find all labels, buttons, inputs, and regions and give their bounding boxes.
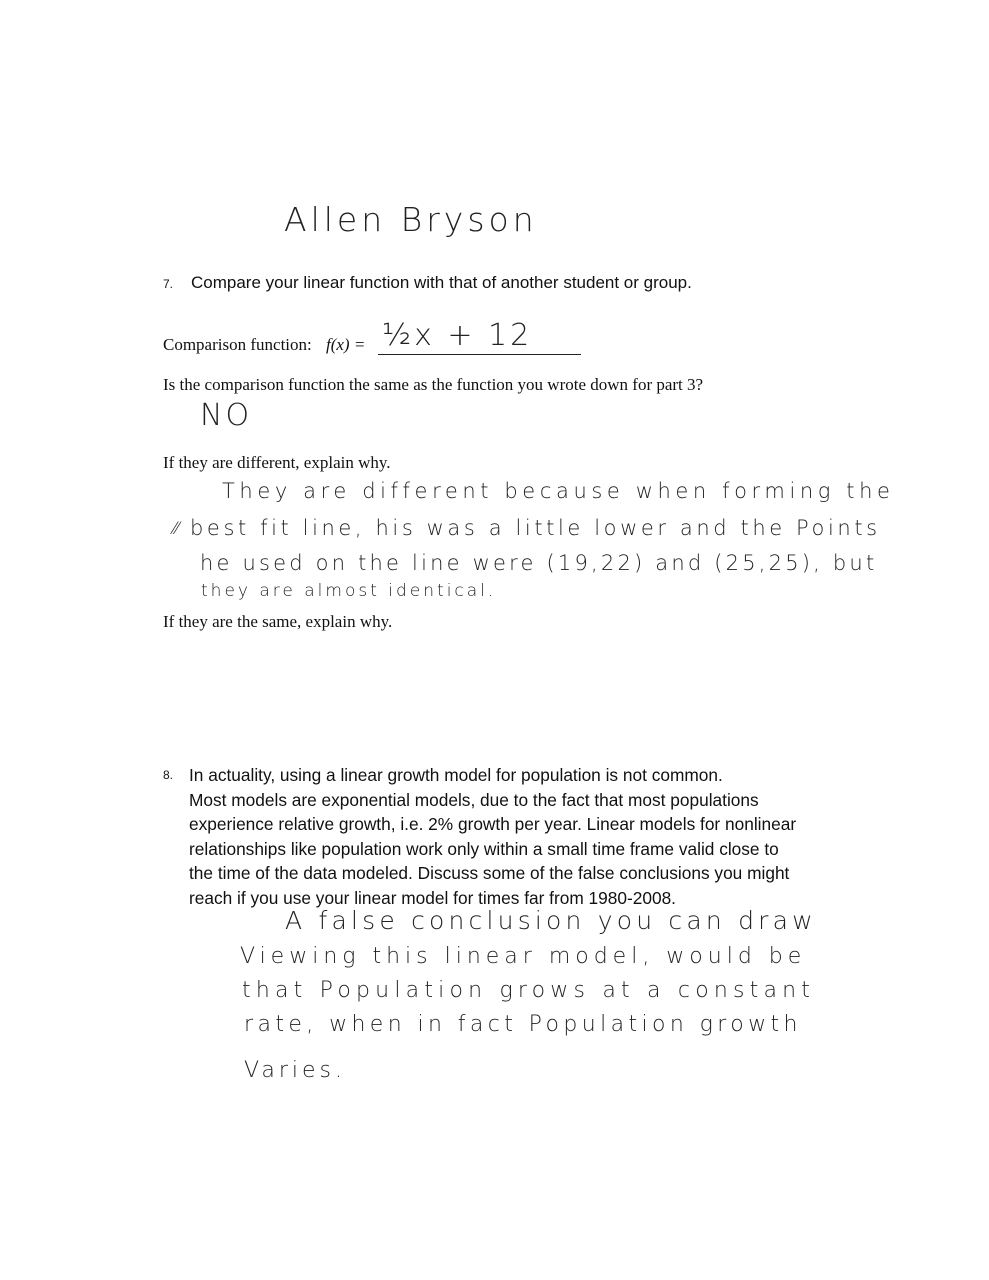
- q8-prompt-line-2: Most models are exponential models, due to the fact that most populations: [189, 789, 759, 810]
- different-label: If they are different, explain why.: [163, 453, 391, 472]
- student-name: Allen Bryson: [284, 200, 538, 239]
- q8-prompt-line-3: experience relative growth, i.e. 2% growth per year. Linear models for nonlinear: [189, 814, 797, 834]
- q8-answer-line-3: that Population grows at a constant: [242, 978, 816, 1003]
- different-answer-line-4: they are almost identical.: [201, 581, 497, 601]
- q8-answer-line-2: Viewing this linear model, would be: [240, 944, 807, 969]
- question-7-number: 7.: [163, 277, 174, 291]
- question-7-prompt: Compare your linear function with that of another student or group.: [191, 273, 692, 292]
- different-answer-line-3: he used on the line were (19,22) and (25,25), but: [200, 551, 878, 575]
- q8-answer-line-1: A false conclusion you can draw: [285, 906, 817, 935]
- q8-answer-line-4: rate, when in fact Population growth: [244, 1012, 802, 1037]
- q8-prompt-line-1: In actuality, using a linear growth model for population is not common.: [189, 765, 723, 785]
- different-answer-line-1: They are different because when forming the: [222, 479, 895, 503]
- same-question: Is the comparison function the same as the function you wrote down for part 3?: [163, 375, 704, 394]
- fx-label: f(x) =: [326, 335, 366, 354]
- question-8-number: 8.: [163, 768, 174, 782]
- comparison-function-answer: ½x + 12: [382, 318, 533, 353]
- comparison-function-label: Comparison function:: [163, 335, 312, 354]
- different-answer-line-2: best fit line, his was a little lower and the Points: [190, 516, 881, 540]
- q8-prompt-line-6: reach if you use your linear model for times far from 1980-2008.: [189, 887, 676, 908]
- question-8-prompt: [189, 763, 796, 910]
- q8-prompt-line-5: the time of the data modeled. Discuss some of the false conclusions you might: [189, 863, 790, 883]
- comparison-function-line: [378, 354, 581, 355]
- q8-prompt-line-4: relationships like population work only within a small time frame valid close to: [189, 838, 779, 859]
- q8-answer-line-5: Varies.: [244, 1058, 346, 1083]
- same-answer: NO: [200, 398, 253, 433]
- same-label: If they are the same, explain why.: [163, 612, 393, 631]
- insert-mark: ⁄⁄: [173, 519, 179, 539]
